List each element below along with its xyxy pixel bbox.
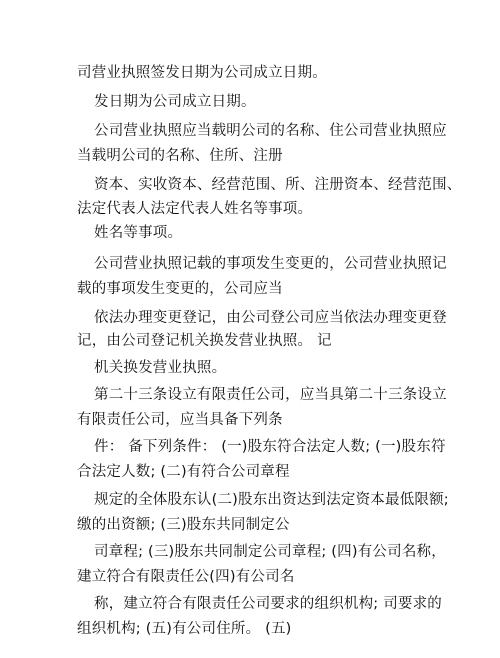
text-line: 合法定人数; (二)有符合公司章程 — [77, 464, 290, 480]
text-line: 件： 备下列条件： (一)股东符合法定人数; (一)股东符 — [94, 439, 446, 455]
text-line: 称，建立符合有限责任公司要求的组织机构; 司要求的 — [94, 596, 442, 612]
text-line: 载的事项发生变更的，公司应当 — [77, 281, 283, 297]
text-line: 司营业执照签发日期为公司成立日期。 — [77, 65, 327, 81]
text-line: 当载明公司的名称、住所、注册 — [77, 148, 283, 164]
text-line: 机关换发营业执照。 — [94, 360, 227, 376]
text-line: 公司营业执照应当载明公司的名称、住公司营业执照应 — [94, 123, 447, 139]
text-line: 姓名等事项。 — [94, 225, 183, 241]
text-line: 资本、实收资本、经营范围、所、注册资本、经营范围、 — [94, 177, 462, 193]
text-line: 法定代表人法定代表人姓名等事项。 — [77, 201, 313, 217]
text-line: 缴的出资额; (三)股东共同制定公 — [77, 517, 290, 533]
text-line: 第二十三条设立有限责任公司，应当具第二十三条设立 — [94, 387, 447, 403]
text-line: 记，由公司登记机关换发营业执照。 记 — [77, 333, 332, 349]
text-line: 组织机构; (五)有公司住所。 (五) — [77, 621, 292, 637]
text-line: 公司营业执照记载的事项发生变更的，公司营业执照记 — [94, 256, 447, 272]
text-line: 建立符合有限责任公(四)有公司名 — [77, 569, 295, 585]
text-line: 司章程; (三)股东共同制定公司章程; (四)有公司名称， — [94, 544, 446, 560]
text-line: 有限责任公司，应当具备下列条 — [77, 412, 283, 428]
text-line: 发日期为公司成立日期。 — [94, 94, 256, 110]
text-line: 依法办理变更登记，由公司登公司应当依法办理变更登 — [94, 310, 447, 326]
text-line: 规定的全体股东认(二)股东出资达到法定资本最低限额; — [94, 492, 449, 508]
